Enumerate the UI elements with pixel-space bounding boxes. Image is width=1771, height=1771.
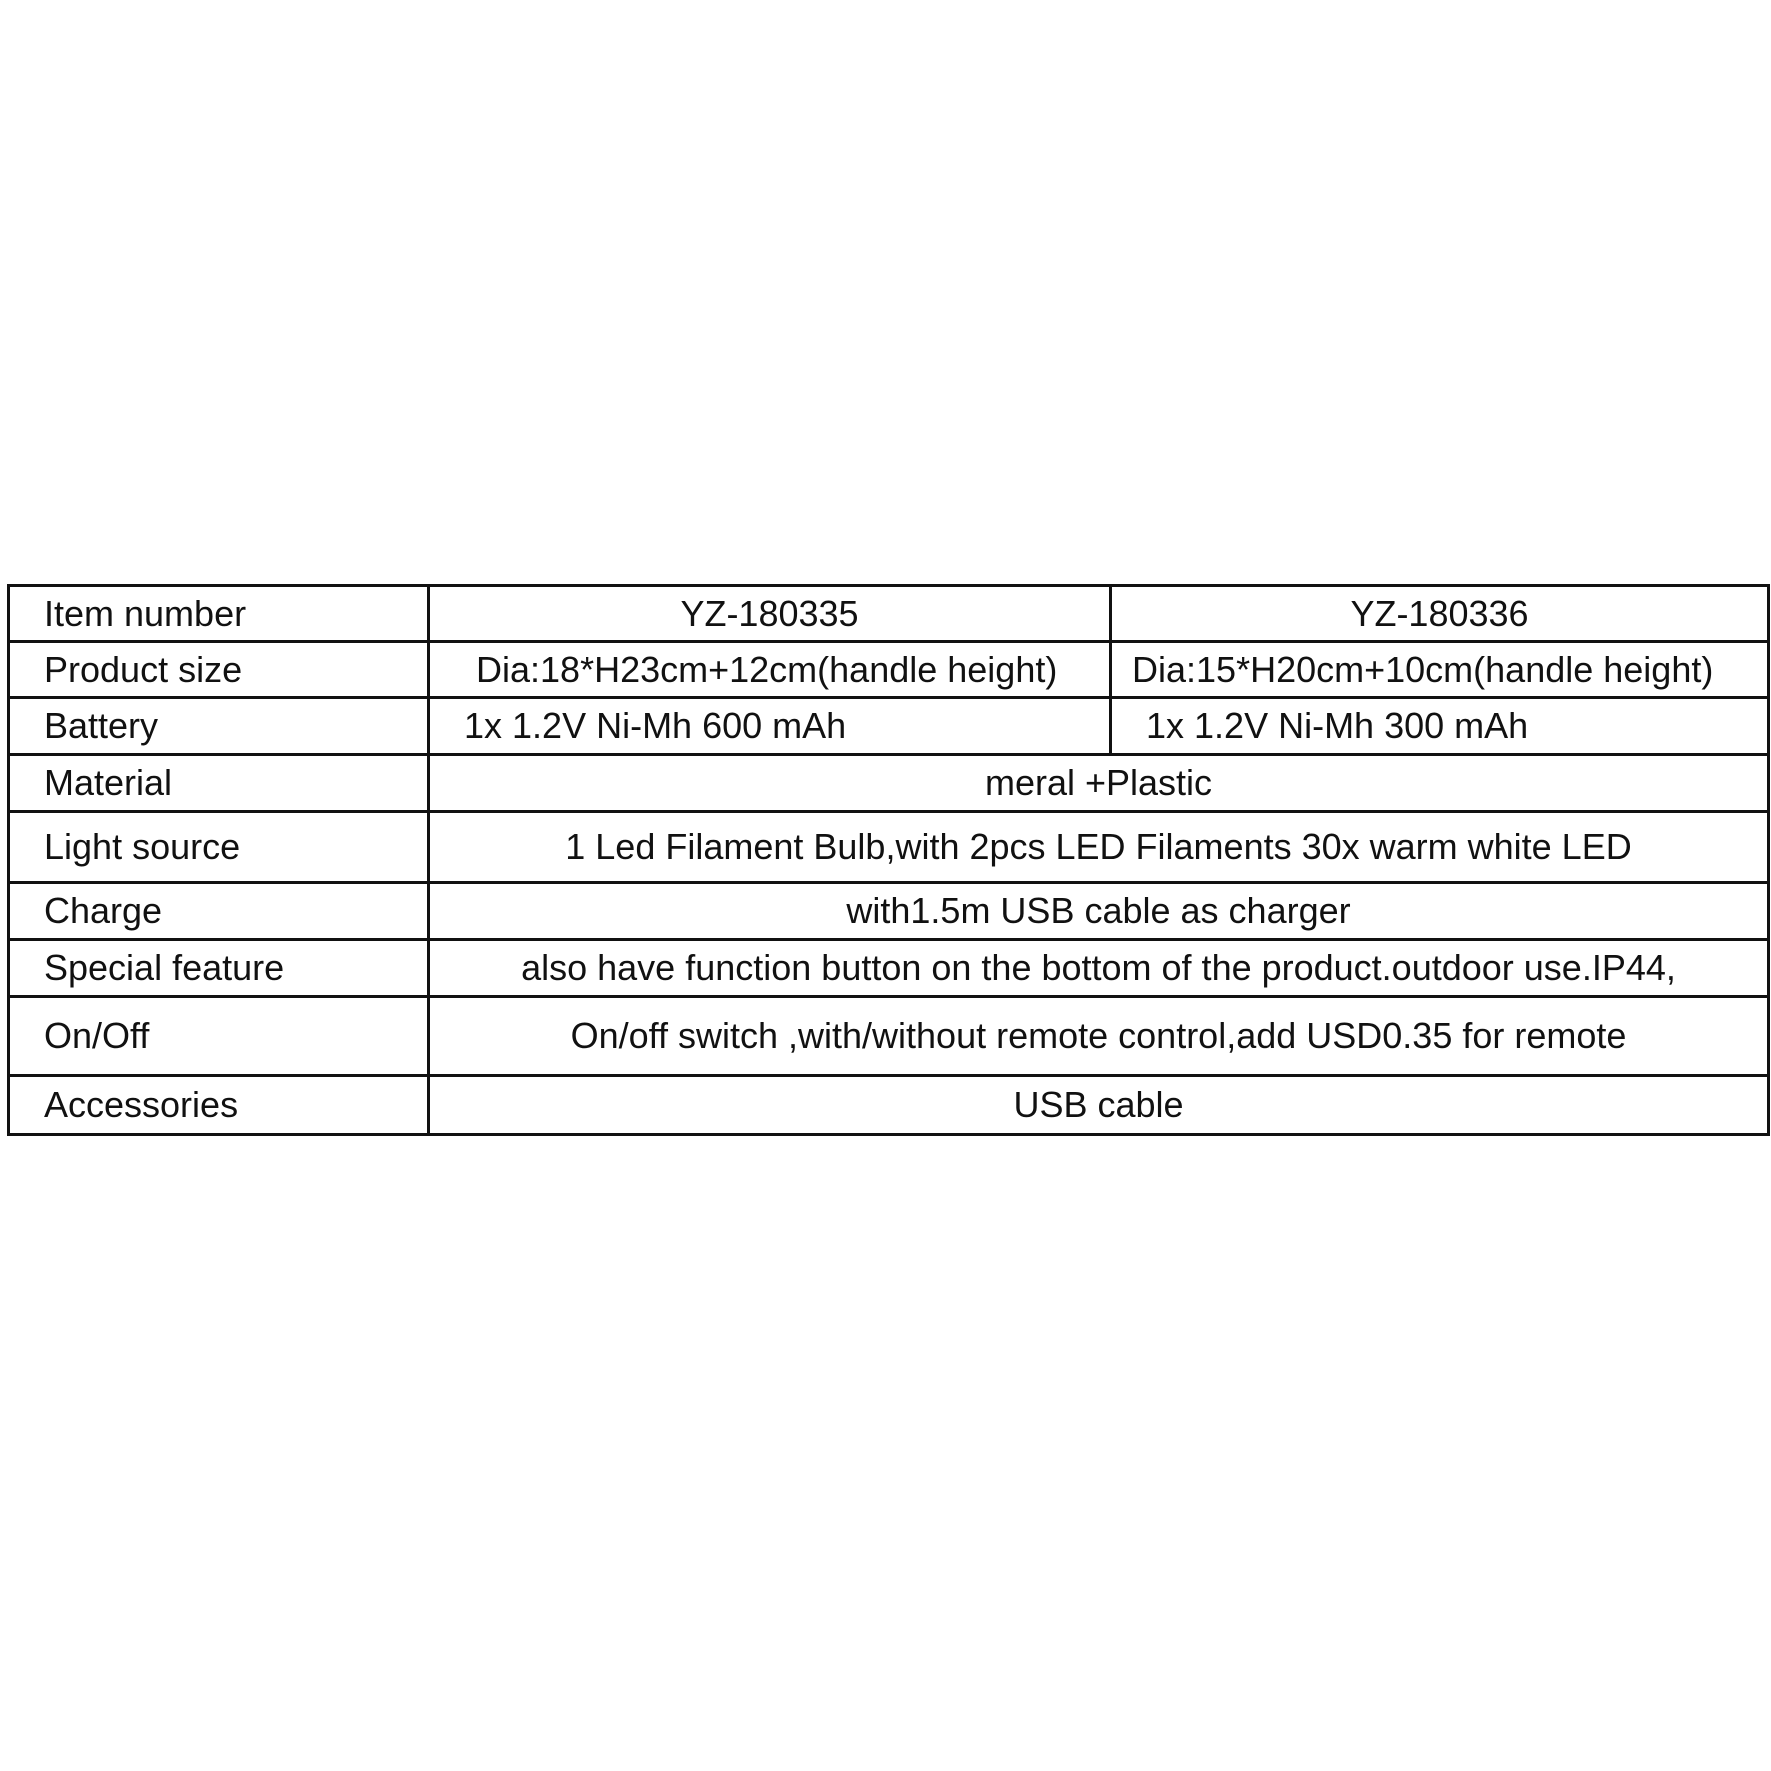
row-label: Special feature — [9, 940, 429, 997]
light-source-value: 1 Led Filament Bulb,with 2pcs LED Filaments 30x warm white LED — [429, 812, 1769, 883]
product-spec-table — [7, 584, 1770, 1136]
table-row-special-feature — [9, 940, 1769, 997]
table-row-battery — [9, 698, 1769, 755]
table-row-product-size — [9, 642, 1769, 698]
charge-value: with1.5m USB cable as charger — [429, 883, 1769, 940]
row-label: Battery — [9, 698, 429, 755]
model-a-battery: 1x 1.2V Ni-Mh 600 mAh — [429, 698, 1111, 755]
row-label: Light source — [9, 812, 429, 883]
row-label: Material — [9, 755, 429, 812]
row-label: Charge — [9, 883, 429, 940]
model-b-product-size: Dia:15*H20cm+10cm(handle height) — [1111, 642, 1769, 698]
table-row-material — [9, 755, 1769, 812]
on-off-value: On/off switch ,with/without remote control,add USD0.35 for remote — [429, 997, 1769, 1076]
model-b-item-number: YZ-180336 — [1111, 586, 1769, 642]
material-value: meral +Plastic — [429, 755, 1769, 812]
model-a-product-size: Dia:18*H23cm+12cm(handle height) — [429, 642, 1111, 698]
accessories-value: USB cable — [429, 1076, 1769, 1135]
table-row-charge — [9, 883, 1769, 940]
table-row-item-number — [9, 586, 1769, 642]
table-row-light-source — [9, 812, 1769, 883]
row-label: Accessories — [9, 1076, 429, 1135]
special-feature-value: also have function button on the bottom of the product.outdoor use.IP44, — [429, 940, 1769, 997]
table-row-accessories — [9, 1076, 1769, 1135]
model-b-battery: 1x 1.2V Ni-Mh 300 mAh — [1111, 698, 1769, 755]
row-label: On/Off — [9, 997, 429, 1076]
model-a-item-number: YZ-180335 — [429, 586, 1111, 642]
table-row-on-off — [9, 997, 1769, 1076]
row-label: Item number — [9, 586, 429, 642]
row-label: Product size — [9, 642, 429, 698]
